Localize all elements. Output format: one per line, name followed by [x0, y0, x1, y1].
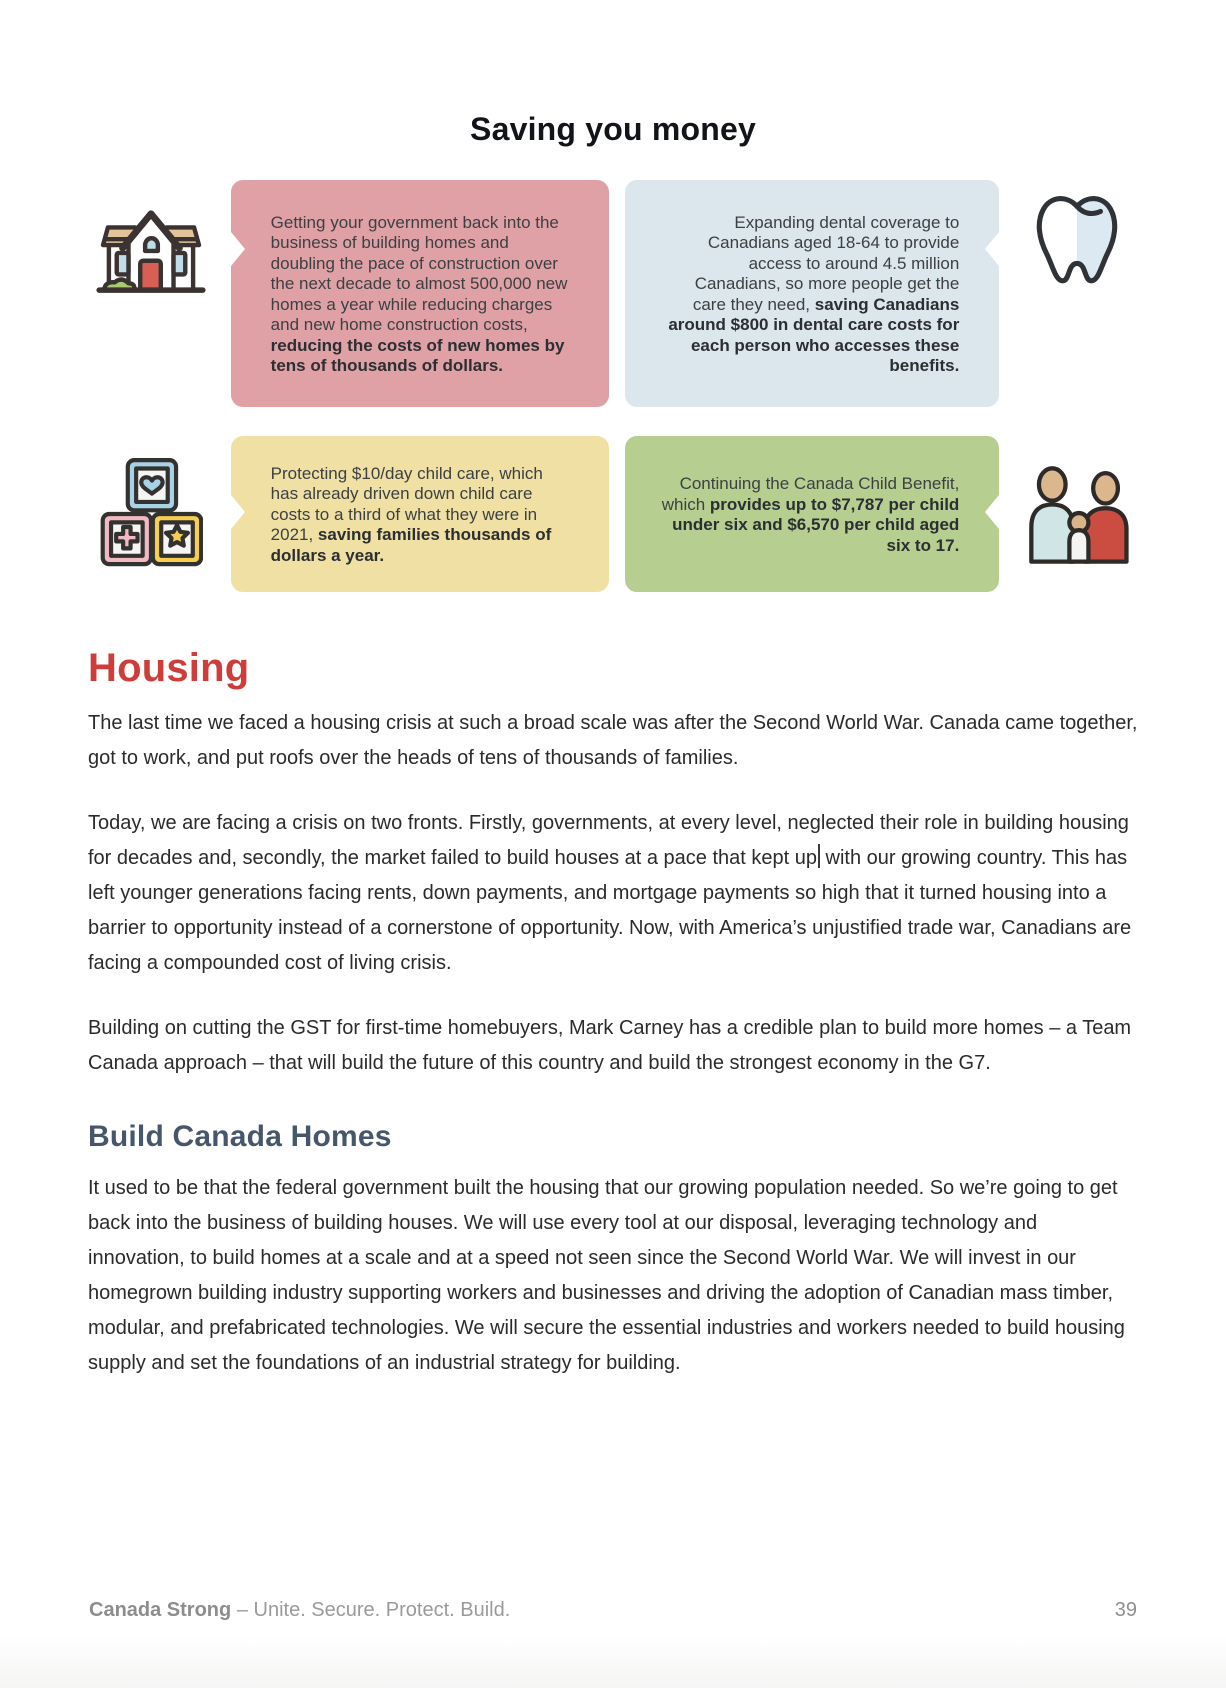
housing-paragraph-2: Today, we are facing a crisis on two fronts. Firstly, governments, at every level, neglected their role in building housing for decades and, secondly, the market failed to build houses at a pace that kept up with our growing country. This has left younger generations facing rents, down payments, and mortgage payments so high that it turned housing into a barrier to opportunity instead of a cornerstone of opportunity. Now, with America’s unjustified trade war, Canadians are facing a compounded cost of living crisis. [88, 812, 1132, 974]
house-icon [88, 180, 214, 407]
build-paragraph-1: It used to be that the federal government built the housing that our growing population needed. So we’re going to get back into the business of building houses. We will use every tool at our disposal, leveraging technology and innovation, to build homes at a scale and at a speed not seen since the Second World War. We will invest in our homegrown building industry supporting workers and businesses and driving the adoption of Canadian mass timber, modular, and prefabricated technologies. We will secure the essential industries and workers needed to build housing supply and set the foundations of an industrial strategy for building. [88, 1177, 1125, 1374]
housing-paragraph-3: Building on cutting the GST for first-time homebuyers, Mark Carney has a credible plan to build more homes – a Team Canada approach – that will build the future of this country and build the strongest economy in the G7. [88, 1017, 1132, 1074]
housing-savings-card [231, 180, 609, 407]
toy-blocks-icon [88, 436, 214, 592]
page-footer [89, 1595, 1137, 1625]
childcare-savings-text: Protecting $10/day child care, which has already driven down child care costs to a third of what they were in 2021, saving families thousands of dollars a year. [270, 463, 552, 565]
childcare-savings-card [231, 436, 609, 592]
section-heading-build-canada-homes: Build Canada Homes [88, 1120, 392, 1153]
footer-separator: – [236, 1599, 248, 1621]
page-number: 39 [1114, 1599, 1137, 1621]
tooth-icon [1016, 180, 1138, 407]
family-icon [1016, 436, 1138, 592]
housing-savings-text: Getting your government back into the business of building homes and doubling the pace of construction over the next decade to almost 500,000 new homes a year while reducing charges and new home construction costs, reducing the costs of new homes by tens of thousands of dollars. [270, 212, 568, 375]
child-benefit-text: Continuing the Canada Child Benefit, which provides up to $7,787 per child under six and $6,570 per child aged six to 17. [661, 474, 960, 555]
child-benefit-card [625, 436, 999, 592]
savings-infographic [88, 180, 1138, 592]
footer-brand: Canada Strong [89, 1599, 232, 1621]
footer-tagline [89, 1595, 510, 1625]
page-body [88, 644, 1138, 1381]
housing-paragraph-1: The last time we faced a housing crisis at such a broad scale was after the Second World War. Canada came together, got to work, and put roofs over the heads of tens of thousands of families. [88, 712, 1138, 769]
dental-savings-card [625, 180, 999, 407]
section-heading-housing: Housing [88, 646, 250, 690]
infographic-title: Saving you money [470, 111, 756, 147]
footer-motto: Unite. Secure. Protect. Build. [253, 1599, 511, 1621]
dental-savings-text: Expanding dental coverage to Canadians aged 18-64 to provide access to around 4.5 million Canadians, so more people get the care they need, saving Canadians around $800 in dental care costs for each person who accesses these benefits. [668, 212, 960, 375]
